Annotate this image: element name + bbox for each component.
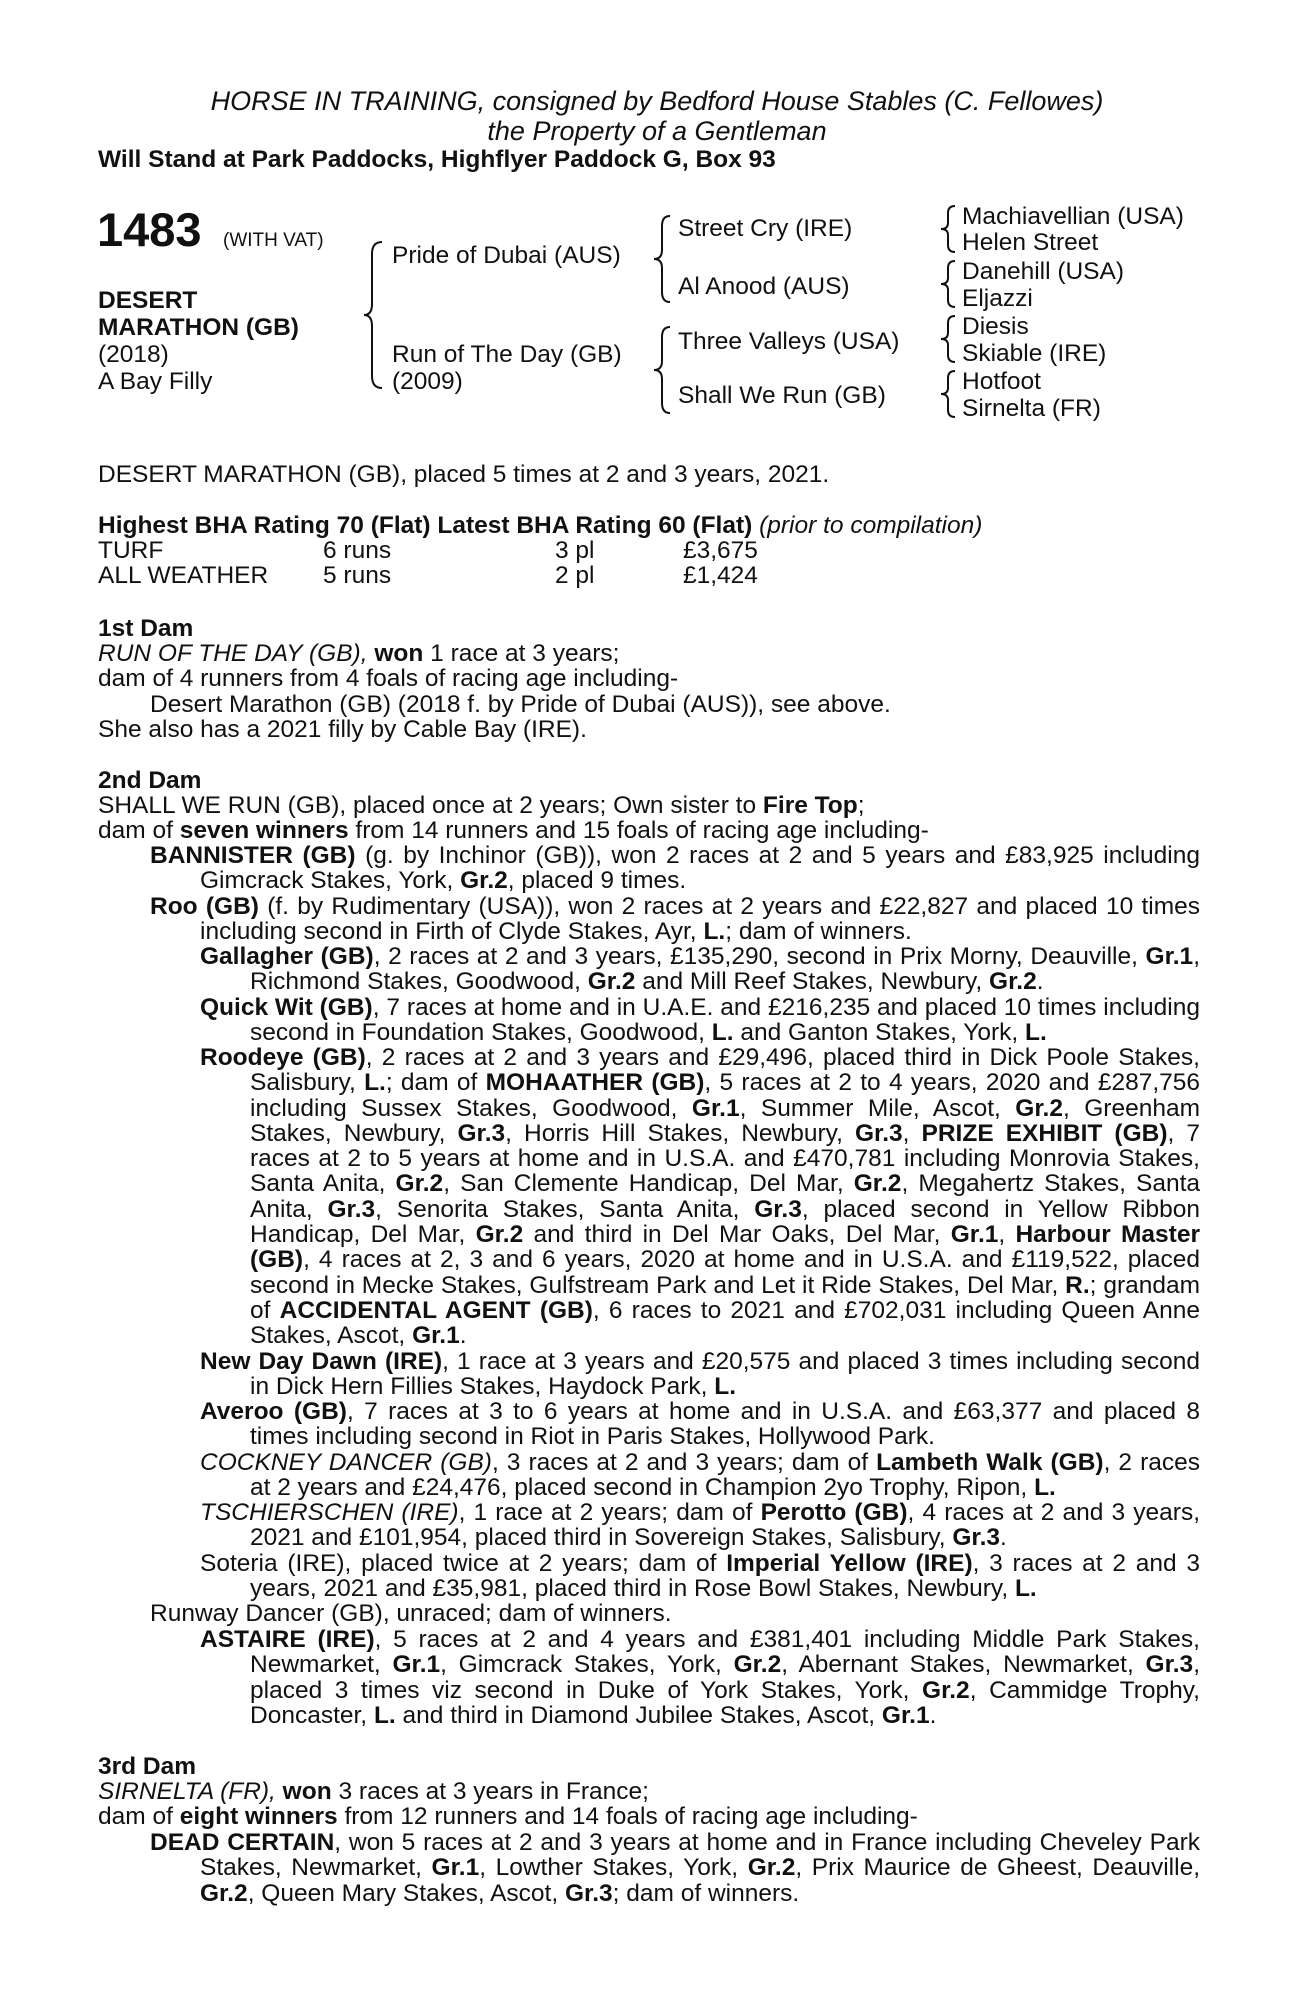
lot-number: 1483	[97, 203, 202, 256]
dam3-heading: 3rd Dam	[98, 1753, 197, 1780]
rating-line	[98, 513, 982, 538]
sire: Pride of Dubai (AUS)	[392, 242, 621, 269]
summary: DESERT MARATHON (GB), placed 5 times at 2 and 3 years, 2021.	[98, 461, 830, 488]
entry-averoo: Averoo (GB), 7 races at 3 to 6 years at home and in U.S.A. and £63,377 and placed 8 times including second in Riot in Paris Stakes, Hollywood Park.	[200, 1398, 1200, 1451]
entry-roo: Roo (GB) (f. by Rudimentary (USA)), won 2 races at 2 years and £22,827 and placed 10 times including second in Firth of Clyde Stakes, Ayr, L.; dam of winners.	[150, 893, 1201, 946]
dss: Diesis	[962, 313, 1029, 340]
entry-gallagher: Gallagher (GB), 2 races at 2 and 3 years, £135,290, second in Prix Morny, Deauville, Gr.1, Richmond Stakes, Goodwood, Gr.2 and Mill Reef Stakes, Newbury, Gr.2.	[200, 943, 1201, 996]
entry-runway-dancer: Runway Dancer (GB), unraced; dam of winners.	[150, 1600, 672, 1627]
entry-roodeye: Roodeye (GB), 2 races at 2 and 3 years and £29,496, placed third in Dick Poole Stakes, Salisbury, L.; dam of MOHAATHER (GB), 5 races at 2 to 4 years, 2020 and £287,756 including Sussex Stakes, Goodwood, Gr.1, Summer Mile, Ascot, Gr.2, Greenham Stakes, Newbury, Gr.3, Horris Hill Stakes, Newbury, Gr.3, PRIZE EXHIBIT (GB), 7 races at 2 to 5 years at home and in U.S.A. and £470,781 including Monrovia Stakes, Santa Anita, Gr.2, San Clemente Handicap, Del Mar, Gr.2, Megahertz Stakes, Santa Anita, Gr.3, Senorita Stakes, Santa Anita, Gr.3, placed second in Yellow Ribbon Handicap, Del Mar, Gr.2 and third in Del Mar Oaks, Del Mar, Gr.1, Harbour Master (GB), 4 races at 2, 3 and 6 years, 2020 at home and in U.S.A. and £119,522, placed second in Mecke Stakes, Gulfstream Park and Let it Ride Stakes, Del Mar, R.; grandam of ACCIDENTAL AGENT (GB), 6 races to 2021 and £702,031 including Queen Anne Stakes, Ascot, Gr.1.	[200, 1044, 1201, 1350]
pedigree-brace-3b	[938, 259, 958, 309]
dam1-line2: dam of 4 runners from 4 foals of racing age including-	[98, 665, 679, 692]
sire-sire: Street Cry (IRE)	[678, 215, 853, 242]
pedigree-brace-sire	[650, 214, 674, 304]
entry-soteria: Soteria (IRE), placed twice at 2 years; dam of Imperial Yellow (IRE), 3 races at 2 and 3 years, 2021 and £35,981, placed third in Rose Bowl Stakes, Newbury, L.	[200, 1550, 1200, 1603]
rating-aw-placed: 2 pl	[555, 562, 595, 589]
dam3-line2: dam of eight winners from 12 runners and 14 foals of racing age including-	[98, 1803, 918, 1830]
dam1-line1: RUN OF THE DAY (GB), won 1 race at 3 years;	[98, 640, 620, 667]
horse-name-1: DESERT	[98, 287, 198, 314]
sire-dam: Al Anood (AUS)	[678, 273, 850, 300]
dam-sire: Three Valleys (USA)	[678, 328, 900, 355]
horse-desc: A Bay Filly	[98, 368, 213, 395]
rating-turf-placed: 3 pl	[555, 537, 595, 564]
pedigree-brace-dam	[650, 325, 674, 415]
dam-year: (2009)	[392, 368, 463, 395]
entry-new-day-dawn: New Day Dawn (IRE), 1 race at 3 years and £20,575 and placed 3 times including second in Dick Hern Fillies Stakes, Haydock Park, L.	[200, 1348, 1200, 1401]
dam3-line1: SIRNELTA (FR), won 3 races at 3 years in France;	[98, 1778, 649, 1805]
dsd: Skiable (IRE)	[962, 340, 1107, 367]
ddd: Sirnelta (FR)	[962, 395, 1101, 422]
rating-turf-earnings: £3,675	[683, 537, 758, 564]
dds: Hotfoot	[962, 368, 1041, 395]
entry-dead-certain: DEAD CERTAIN, won 5 races at 2 and 3 years at home and in France including Cheveley Park Stakes, Newmarket, Gr.1, Lowther Stakes, York, Gr.2, Prix Maurice de Gheest, Deauville, Gr.2, Queen Mary Stakes, Ascot, Gr.3; dam of winners.	[150, 1829, 1201, 1907]
horse-name-2: MARATHON (GB)	[98, 314, 299, 341]
sds: Danehill (USA)	[962, 258, 1125, 285]
horse-year: (2018)	[98, 341, 169, 368]
dam1-line4: She also has a 2021 filly by Cable Bay (IRE).	[98, 716, 587, 743]
dam2-heading: 2nd Dam	[98, 767, 202, 794]
header-line-2: the Property of a Gentleman	[487, 116, 827, 146]
rating-aw-surface: ALL WEATHER	[98, 562, 269, 589]
header-line-3: Will Stand at Park Paddocks, Highflyer Paddock G, Box 93	[98, 146, 776, 173]
rating-turf-runs: 6 runs	[323, 537, 392, 564]
header-line-1: HORSE IN TRAINING, consigned by Bedford House Stables (C. Fellowes)	[210, 86, 1104, 116]
entry-cockney-dancer: COCKNEY DANCER (GB), 3 races at 2 and 3 years; dam of Lambeth Walk (GB), 2 races at 2 years and £24,476, placed second in Champion 2yo Trophy, Ripon, L.	[200, 1449, 1201, 1502]
vat-label: (WITH VAT)	[223, 230, 324, 251]
rating-aw-runs: 5 runs	[323, 562, 392, 589]
dam-dam: Shall We Run (GB)	[678, 382, 886, 409]
pedigree-brace-3d	[938, 369, 958, 419]
dam2-line2: dam of seven winners from 14 runners and 15 foals of racing age including-	[98, 817, 929, 844]
pedigree-brace-main	[360, 240, 390, 390]
pedigree-brace-3a	[938, 204, 958, 254]
entry-bannister: BANNISTER (GB) (g. by Inchinor (GB)), won 2 races at 2 and 5 years and £83,925 including Gimcrack Stakes, York, Gr.2, placed 9 times.	[150, 842, 1201, 895]
ssd: Helen Street	[962, 229, 1099, 256]
dam: Run of The Day (GB)	[392, 341, 622, 368]
dam1-line3: Desert Marathon (GB) (2018 f. by Pride of Dubai (AUS)), see above.	[150, 691, 891, 718]
dam1-heading: 1st Dam	[98, 615, 194, 642]
dam2-line1: SHALL WE RUN (GB), placed once at 2 years; Own sister to Fire Top;	[98, 792, 865, 819]
sdd: Eljazzi	[962, 285, 1033, 312]
pedigree-brace-3c	[938, 314, 958, 364]
sss: Machiavellian (USA)	[962, 203, 1184, 230]
rating-turf-surface: TURF	[98, 537, 164, 564]
rating-aw-earnings: £1,424	[683, 562, 758, 589]
rating-note: (prior to compilation)	[759, 512, 983, 539]
rating-bold: Highest BHA Rating 70 (Flat) Latest BHA Rating 60 (Flat)	[98, 512, 753, 539]
entry-tschierschen: TSCHIERSCHEN (IRE), 1 race at 2 years; dam of Perotto (GB), 4 races at 2 and 3 years, 2021 and £101,954, placed third in Sovereign Stakes, Salisbury, Gr.3.	[200, 1499, 1201, 1552]
entry-quick-wit: Quick Wit (GB), 7 races at home and in U.A.E. and £216,235 and placed 10 times including second in Foundation Stakes, Goodwood, L. and Ganton Stakes, York, L.	[200, 994, 1201, 1047]
entry-astaire: ASTAIRE (IRE), 5 races at 2 and 4 years and £381,401 including Middle Park Stakes, Newmarket, Gr.1, Gimcrack Stakes, York, Gr.2, Abernant Stakes, Newmarket, Gr.3, placed 3 times viz second in Duke of York Stakes, York, Gr.2, Cammidge Trophy, Doncaster, L. and third in Diamond Jubilee Stakes, Ascot, Gr.1.	[200, 1626, 1201, 1729]
